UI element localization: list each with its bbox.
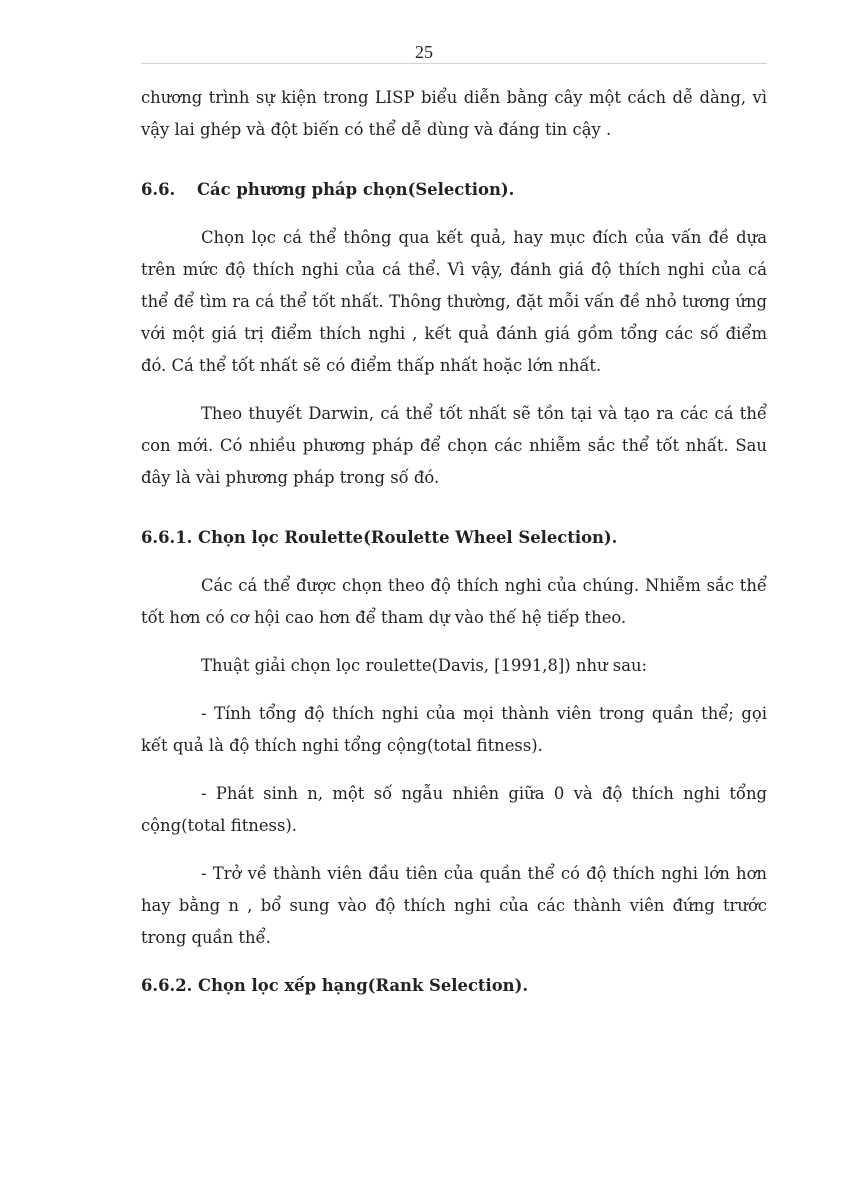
section-6-6-paragraph-1: Chọn lọc cá thể thông qua kết quả, hay mục đích của vấn đề dựa trên mức độ thích nghi của cá thể. Vì vậy, đánh giá độ thích nghi của cá thể để tìm ra cá thể tốt nhất. Thông thường, đặt mỗi vấn đề nhỏ tương ứng với một giá trị điểm thích nghi , kết quả đánh giá gồm tổng các số điểm đó. Cá thể tốt nhất sẽ có điểm thấp nhất hoặc lớn nhất. — [141, 228, 767, 375]
section-6-6-1-paragraph-2: Thuật giải chọn lọc roulette(Davis, [1991,8]) như sau: — [201, 656, 648, 675]
page-body — [141, 82, 767, 1002]
section-6-6-number: 6.6. — [141, 180, 176, 199]
section-6-6-1-paragraph-1: Các cá thể được chọn theo độ thích nghi của chúng. Nhiễm sắc thể tốt hơn có cơ hội cao hơn để tham dự vào thế hệ tiếp theo. — [141, 576, 767, 627]
roulette-step-1: - Tính tổng độ thích nghi của mọi thành viên trong quần thể; gọi kết quả là độ thích nghi tổng cộng(total fitness). — [141, 704, 767, 755]
page-number: 25 — [415, 42, 433, 62]
roulette-step-2: - Phát sinh n, một số ngẫu nhiên giữa 0 và độ thích nghi tổng cộng(total fitness). — [141, 784, 767, 835]
section-6-6-heading — [141, 174, 767, 206]
section-6-6-paragraph-2: Theo thuyết Darwin, cá thể tốt nhất sẽ tồn tại và tạo ra các cá thể con mới. Có nhiều phương pháp để chọn các nhiễm sắc thể tốt nhất. Sau đây là vài phương pháp trong số đó. — [141, 404, 767, 487]
section-6-6-1-heading: 6.6.1. Chọn lọc Roulette(Roulette Wheel Selection). — [141, 528, 618, 547]
roulette-step-3: - Trở về thành viên đầu tiên của quần thể có độ thích nghi lớn hơn hay bằng n , bổ sung vào độ thích nghi của các thành viên đứng trước trong quần thể. — [141, 864, 767, 947]
section-6-6-2-heading: 6.6.2. Chọn lọc xếp hạng(Rank Selection). — [141, 976, 529, 995]
header-divider — [141, 63, 767, 64]
section-6-6-title: Các phương pháp chọn(Selection). — [197, 180, 515, 199]
intro-paragraph: chương trình sự kiện trong LISP biểu diễn bằng cây một cách dễ dàng, vì vậy lai ghép và đột biến có thể dễ dùng và đáng tin cậy . — [141, 88, 767, 139]
